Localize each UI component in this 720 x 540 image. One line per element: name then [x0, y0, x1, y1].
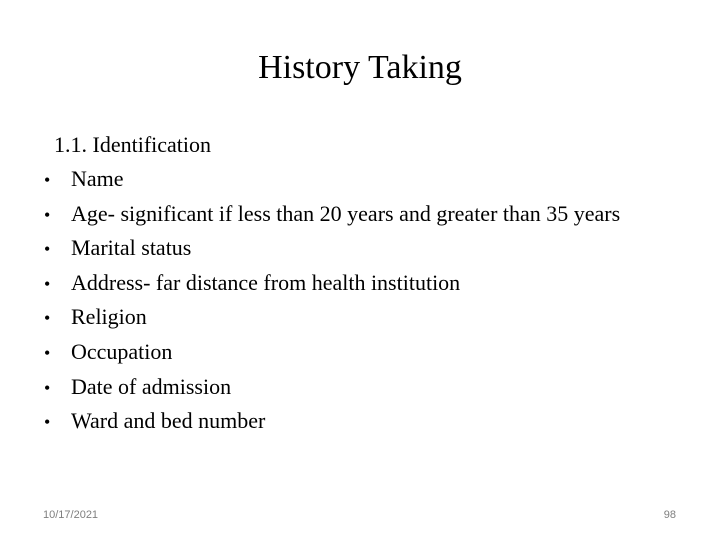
list-item-text: Ward and bed number	[71, 408, 266, 434]
bullet-icon: •	[44, 239, 51, 260]
bullet-icon: •	[44, 342, 51, 363]
list-item-text: Marital status	[71, 235, 192, 261]
section-heading: 1.1. Identification	[54, 132, 212, 157]
list-item-text: Occupation	[71, 338, 173, 364]
list-item-text: Date of admission	[71, 373, 232, 399]
bullet-icon: •	[44, 170, 51, 190]
list-item-text: Religion	[71, 304, 147, 330]
list-item-text: Age- significant if less than 20 years and greater than 35 years	[71, 200, 621, 226]
bullet-icon: •	[44, 412, 51, 433]
bullet-icon: •	[44, 377, 51, 398]
bullet-icon: •	[44, 273, 51, 294]
footer-date: 10/17/2021	[43, 509, 99, 521]
page-number: 98	[663, 509, 676, 521]
list-item-text: Address- far distance from health institution	[71, 269, 461, 295]
list-item-text: Name	[71, 166, 124, 191]
bullet-icon: •	[44, 204, 51, 225]
slide-title: History Taking	[258, 49, 462, 86]
bullet-icon: •	[44, 308, 51, 329]
